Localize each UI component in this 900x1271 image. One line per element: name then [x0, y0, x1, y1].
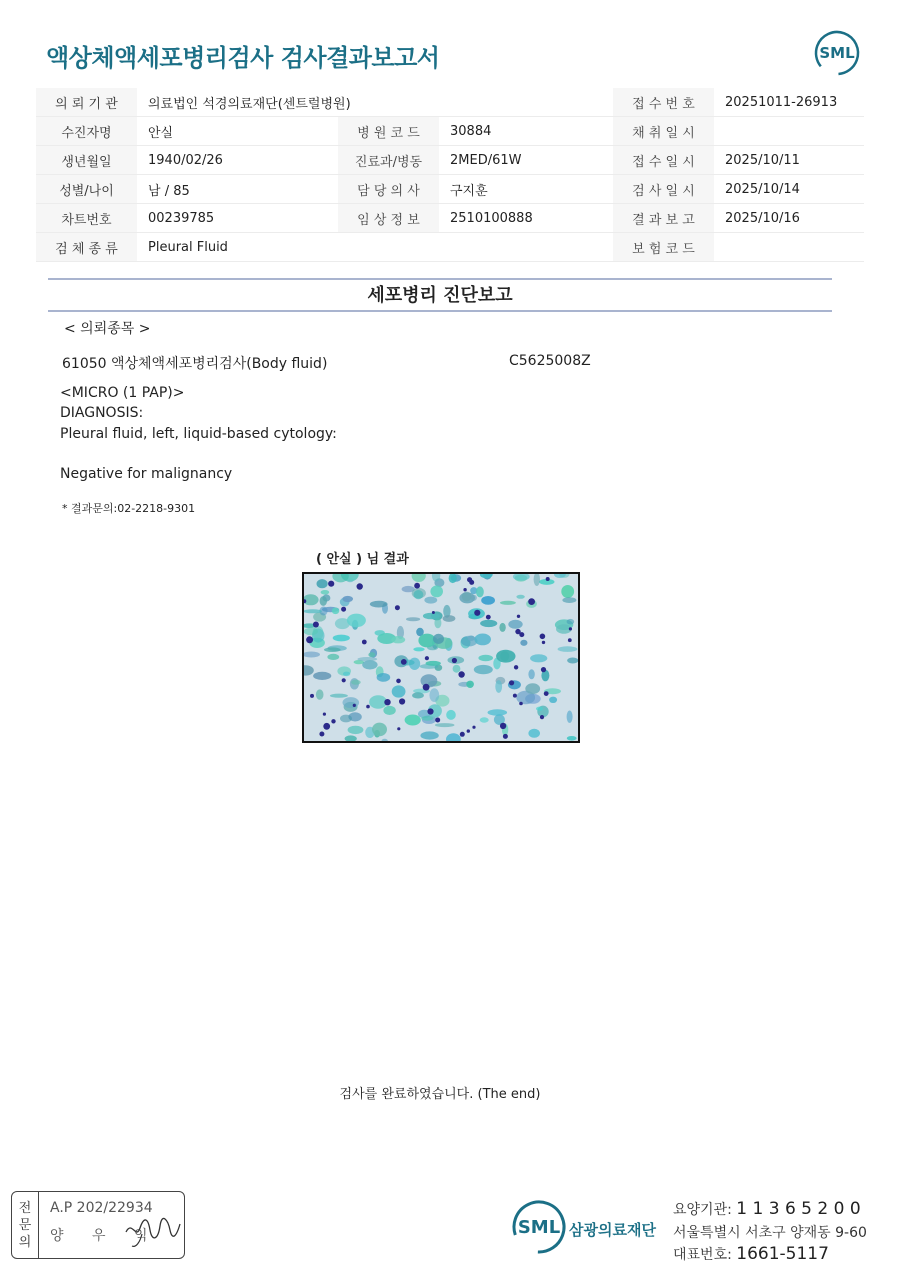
cell-cytoplasm — [508, 620, 522, 629]
cell-nucleus — [467, 729, 470, 732]
cell-nucleus — [432, 611, 435, 614]
info-value: 의료법인 석경의료재단(센트럴병원) — [137, 88, 613, 117]
cell-cytoplasm — [391, 636, 405, 643]
institution-code-line — [673, 1199, 861, 1219]
cell-cytoplasm — [304, 628, 318, 635]
phone-label: 대표번호: — [673, 1247, 732, 1263]
cell-cytoplasm — [562, 597, 576, 603]
sml-logo-text: SML — [819, 44, 855, 62]
micro-label: <MICRO (1 PAP)> — [60, 385, 185, 401]
cell-cytoplasm — [321, 590, 330, 595]
cell-cytoplasm — [453, 665, 461, 673]
cell-cytoplasm — [434, 618, 441, 629]
cell-cytoplasm — [332, 608, 340, 615]
sig-char-3: 의 — [18, 1234, 32, 1250]
cell-cytoplasm — [340, 715, 352, 723]
cell-cytoplasm — [468, 636, 475, 641]
info-value: 2MED/61W — [439, 146, 613, 175]
cell-nucleus — [319, 732, 324, 737]
cell-cytoplasm — [420, 731, 438, 739]
sml-logo — [812, 28, 862, 78]
cell-nucleus — [384, 699, 390, 705]
cell-nucleus — [397, 727, 400, 730]
cell-nucleus — [514, 665, 518, 669]
cell-cytoplasm — [413, 647, 424, 651]
cell-nucleus — [401, 659, 407, 665]
cell-nucleus — [515, 629, 520, 634]
cell-cytoplasm — [430, 586, 443, 598]
cell-cytoplasm — [370, 601, 388, 608]
cytology-micrograph — [304, 574, 578, 741]
end-notice: 검사를 완료하였습니다. (The end) — [339, 1087, 541, 1102]
order-header: < 의뢰종목 > — [64, 321, 151, 337]
signature-box — [11, 1191, 185, 1259]
cell-cytoplasm — [530, 654, 547, 662]
order-item: 61050 액상체액세포병리검사(Body fluid) — [62, 356, 328, 372]
cell-cytoplasm — [406, 617, 420, 621]
info-label: 접 수 번 호 — [613, 88, 714, 117]
info-value: Pleural Fluid — [137, 233, 613, 262]
sig-char-1: 전 — [18, 1200, 32, 1216]
cell-cytoplasm — [313, 672, 331, 680]
cell-cytoplasm — [480, 717, 489, 722]
info-label: 담 당 의 사 — [338, 175, 439, 204]
cell-nucleus — [423, 684, 430, 691]
cell-cytoplasm — [347, 614, 366, 628]
report-title: 액상체액세포병리검사 검사결과보고서 — [46, 44, 440, 72]
cell-cytoplasm — [567, 711, 573, 723]
cell-nucleus — [427, 708, 433, 714]
cell-cytoplasm — [567, 736, 577, 741]
cell-cytoplasm — [357, 657, 377, 661]
cell-cytoplasm — [324, 647, 341, 652]
cell-nucleus — [362, 640, 367, 645]
cell-nucleus — [396, 679, 401, 684]
cell-cytoplasm — [443, 615, 456, 622]
cell-cytoplasm — [495, 680, 502, 693]
cell-nucleus — [399, 698, 405, 704]
institution-code-value: 1 1 3 6 5 2 0 0 — [736, 1199, 861, 1219]
diagnosis-label: DIAGNOSIS: — [60, 405, 144, 421]
cell-cytoplasm — [383, 706, 395, 715]
info-row — [36, 233, 864, 262]
cell-nucleus — [458, 671, 464, 677]
cell-cytoplasm — [466, 681, 474, 688]
cell-cytoplasm — [362, 660, 377, 669]
info-label: 접 수 일 시 — [613, 146, 714, 175]
section-rule-top — [48, 278, 832, 280]
cell-nucleus — [546, 577, 550, 581]
info-label: 수진자명 — [36, 117, 137, 146]
cell-cytoplasm — [372, 723, 387, 737]
cell-cytoplasm — [330, 694, 348, 698]
info-value: 00239785 — [137, 204, 338, 233]
cell-cytoplasm — [567, 658, 578, 664]
cell-cytoplasm — [474, 665, 493, 674]
sml-footer-logo-text: SML — [517, 1217, 561, 1238]
cell-nucleus — [341, 607, 346, 612]
cell-cytoplasm — [433, 634, 444, 644]
info-value: 구지훈 — [439, 175, 613, 204]
cell-nucleus — [313, 622, 319, 628]
cell-nucleus — [463, 588, 466, 591]
cell-nucleus — [306, 636, 313, 643]
info-label: 보 험 코 드 — [613, 233, 714, 262]
patient-info-table — [36, 88, 864, 262]
cell-nucleus — [528, 598, 535, 605]
cell-cytoplasm — [500, 601, 516, 605]
cell-cytoplasm — [474, 634, 491, 646]
photo-caption: ( 안실 ) 님 결과 — [316, 552, 409, 567]
cell-nucleus — [452, 658, 457, 663]
cell-cytoplasm — [317, 579, 328, 588]
cell-cytoplasm — [368, 652, 375, 657]
cell-cytoplasm — [429, 688, 439, 702]
result-inquiry: * 결과문의:02-2218-9301 — [62, 502, 196, 515]
sml-footer-logo — [510, 1198, 568, 1256]
cell-cytoplasm — [414, 590, 424, 599]
info-row — [36, 204, 864, 233]
info-label: 성별/나이 — [36, 175, 137, 204]
cell-nucleus — [569, 627, 572, 630]
cell-nucleus — [500, 723, 506, 729]
info-value: 1940/02/26 — [137, 146, 338, 175]
cell-nucleus — [509, 680, 514, 685]
pathologist-name: 양 우 익 — [50, 1228, 160, 1244]
cell-nucleus — [568, 638, 572, 642]
cell-cytoplasm — [343, 672, 350, 677]
cell-cytoplasm — [481, 596, 495, 605]
cell-cytoplasm — [476, 586, 484, 597]
sig-char-2: 문 — [18, 1217, 32, 1233]
cell-cytoplasm — [496, 650, 515, 663]
cell-nucleus — [342, 678, 346, 682]
info-value: 안실 — [137, 117, 338, 146]
cell-cytoplasm — [528, 669, 534, 679]
info-row — [36, 175, 864, 204]
institution-code-label: 요양기관: — [673, 1202, 732, 1218]
cell-nucleus — [540, 634, 546, 640]
cell-nucleus — [323, 723, 330, 730]
cell-nucleus — [425, 656, 429, 660]
cell-nucleus — [474, 610, 480, 616]
cell-cytoplasm — [327, 654, 339, 660]
info-value: 2025/10/16 — [714, 204, 864, 233]
order-code: C5625008Z — [509, 353, 591, 369]
cell-nucleus — [541, 667, 546, 672]
cell-cytoplasm — [304, 609, 322, 613]
cell-nucleus — [357, 583, 363, 589]
cell-cytoplasm — [561, 585, 574, 598]
cell-nucleus — [328, 581, 334, 587]
info-value: 2510100888 — [439, 204, 613, 233]
cell-cytoplasm — [351, 680, 361, 685]
footer-org-name: 삼광의료재단 — [569, 1221, 656, 1239]
cell-cytoplasm — [446, 710, 456, 720]
cell-cytoplasm — [478, 655, 493, 661]
info-label: 생년월일 — [36, 146, 137, 175]
cell-cytoplasm — [377, 673, 391, 682]
cell-nucleus — [513, 694, 517, 698]
info-value: 30884 — [439, 117, 613, 146]
cell-nucleus — [503, 734, 508, 739]
cell-cytoplasm — [558, 646, 578, 652]
phone-value: 1661-5117 — [736, 1244, 829, 1264]
info-value — [714, 233, 864, 262]
info-value — [714, 117, 864, 146]
pathologist-license: A.P 202/22934 — [50, 1200, 153, 1216]
cell-nucleus — [540, 715, 544, 719]
cytology-image — [302, 572, 580, 743]
info-label: 검 체 종 류 — [36, 233, 137, 262]
cell-cytoplasm — [499, 623, 505, 632]
cell-cytoplasm — [342, 596, 353, 602]
diagnosis-result: Negative for malignancy — [60, 466, 233, 482]
info-value: 2025/10/14 — [714, 175, 864, 204]
info-label: 채 취 일 시 — [613, 117, 714, 146]
cell-nucleus — [323, 713, 326, 716]
section-rule-bottom — [48, 310, 832, 312]
cell-cytoplasm — [549, 697, 557, 703]
phone-line — [673, 1244, 829, 1264]
cell-nucleus — [331, 719, 335, 723]
cell-nucleus — [469, 580, 474, 585]
cell-nucleus — [519, 702, 523, 706]
cell-cytoplasm — [405, 715, 421, 726]
info-label: 의 뢰 기 관 — [36, 88, 137, 117]
info-label: 차트번호 — [36, 204, 137, 233]
cell-cytoplasm — [424, 597, 437, 604]
signature-side-label — [12, 1192, 39, 1258]
cell-cytoplasm — [488, 709, 508, 715]
cell-cytoplasm — [536, 707, 543, 711]
cell-cytoplasm — [333, 635, 350, 642]
info-row — [36, 88, 864, 117]
cell-nucleus — [366, 705, 370, 709]
cell-cytoplasm — [525, 683, 540, 694]
cell-cytoplasm — [435, 723, 455, 727]
info-label: 병 원 코 드 — [338, 117, 439, 146]
cell-nucleus — [517, 615, 520, 618]
cell-nucleus — [353, 704, 356, 707]
cell-cytoplasm — [320, 596, 327, 606]
cell-cytoplasm — [348, 726, 364, 734]
cell-cytoplasm — [462, 592, 472, 602]
cell-cytoplasm — [392, 685, 406, 697]
cell-nucleus — [460, 732, 465, 737]
cell-nucleus — [395, 605, 400, 610]
info-value: 20251011-26913 — [714, 88, 864, 117]
handwritten-signature — [122, 1210, 182, 1250]
cell-cytoplasm — [316, 689, 324, 699]
cell-cytoplasm — [418, 634, 435, 648]
cell-cytoplasm — [426, 661, 441, 666]
cell-cytoplasm — [520, 640, 527, 646]
cell-nucleus — [414, 583, 420, 589]
cell-nucleus — [544, 691, 549, 696]
info-label: 진료과/병동 — [338, 146, 439, 175]
cell-nucleus — [472, 726, 475, 729]
cell-cytoplasm — [528, 729, 540, 738]
cell-nucleus — [310, 694, 314, 698]
cell-cytoplasm — [343, 697, 360, 708]
cell-nucleus — [542, 641, 545, 644]
cell-cytoplasm — [480, 620, 497, 627]
info-label: 검 사 일 시 — [613, 175, 714, 204]
info-label: 임 상 정 보 — [338, 204, 439, 233]
info-value: 남 / 85 — [137, 175, 338, 204]
cell-nucleus — [486, 615, 491, 620]
cell-cytoplasm — [412, 692, 424, 698]
cell-cytoplasm — [471, 595, 477, 601]
diagnosis-description: Pleural fluid, left, liquid-based cytology: — [60, 426, 337, 442]
cell-nucleus — [435, 718, 440, 723]
cell-cytoplasm — [516, 595, 524, 599]
info-value: 2025/10/11 — [714, 146, 864, 175]
info-label: 결 과 보 고 — [613, 204, 714, 233]
info-row — [36, 117, 864, 146]
section-title: 세포병리 진단보고 — [367, 285, 513, 306]
cell-cytoplasm — [567, 619, 575, 625]
info-row — [36, 146, 864, 175]
footer-address: 서울특별시 서초구 양재동 9-60 — [673, 1225, 867, 1241]
